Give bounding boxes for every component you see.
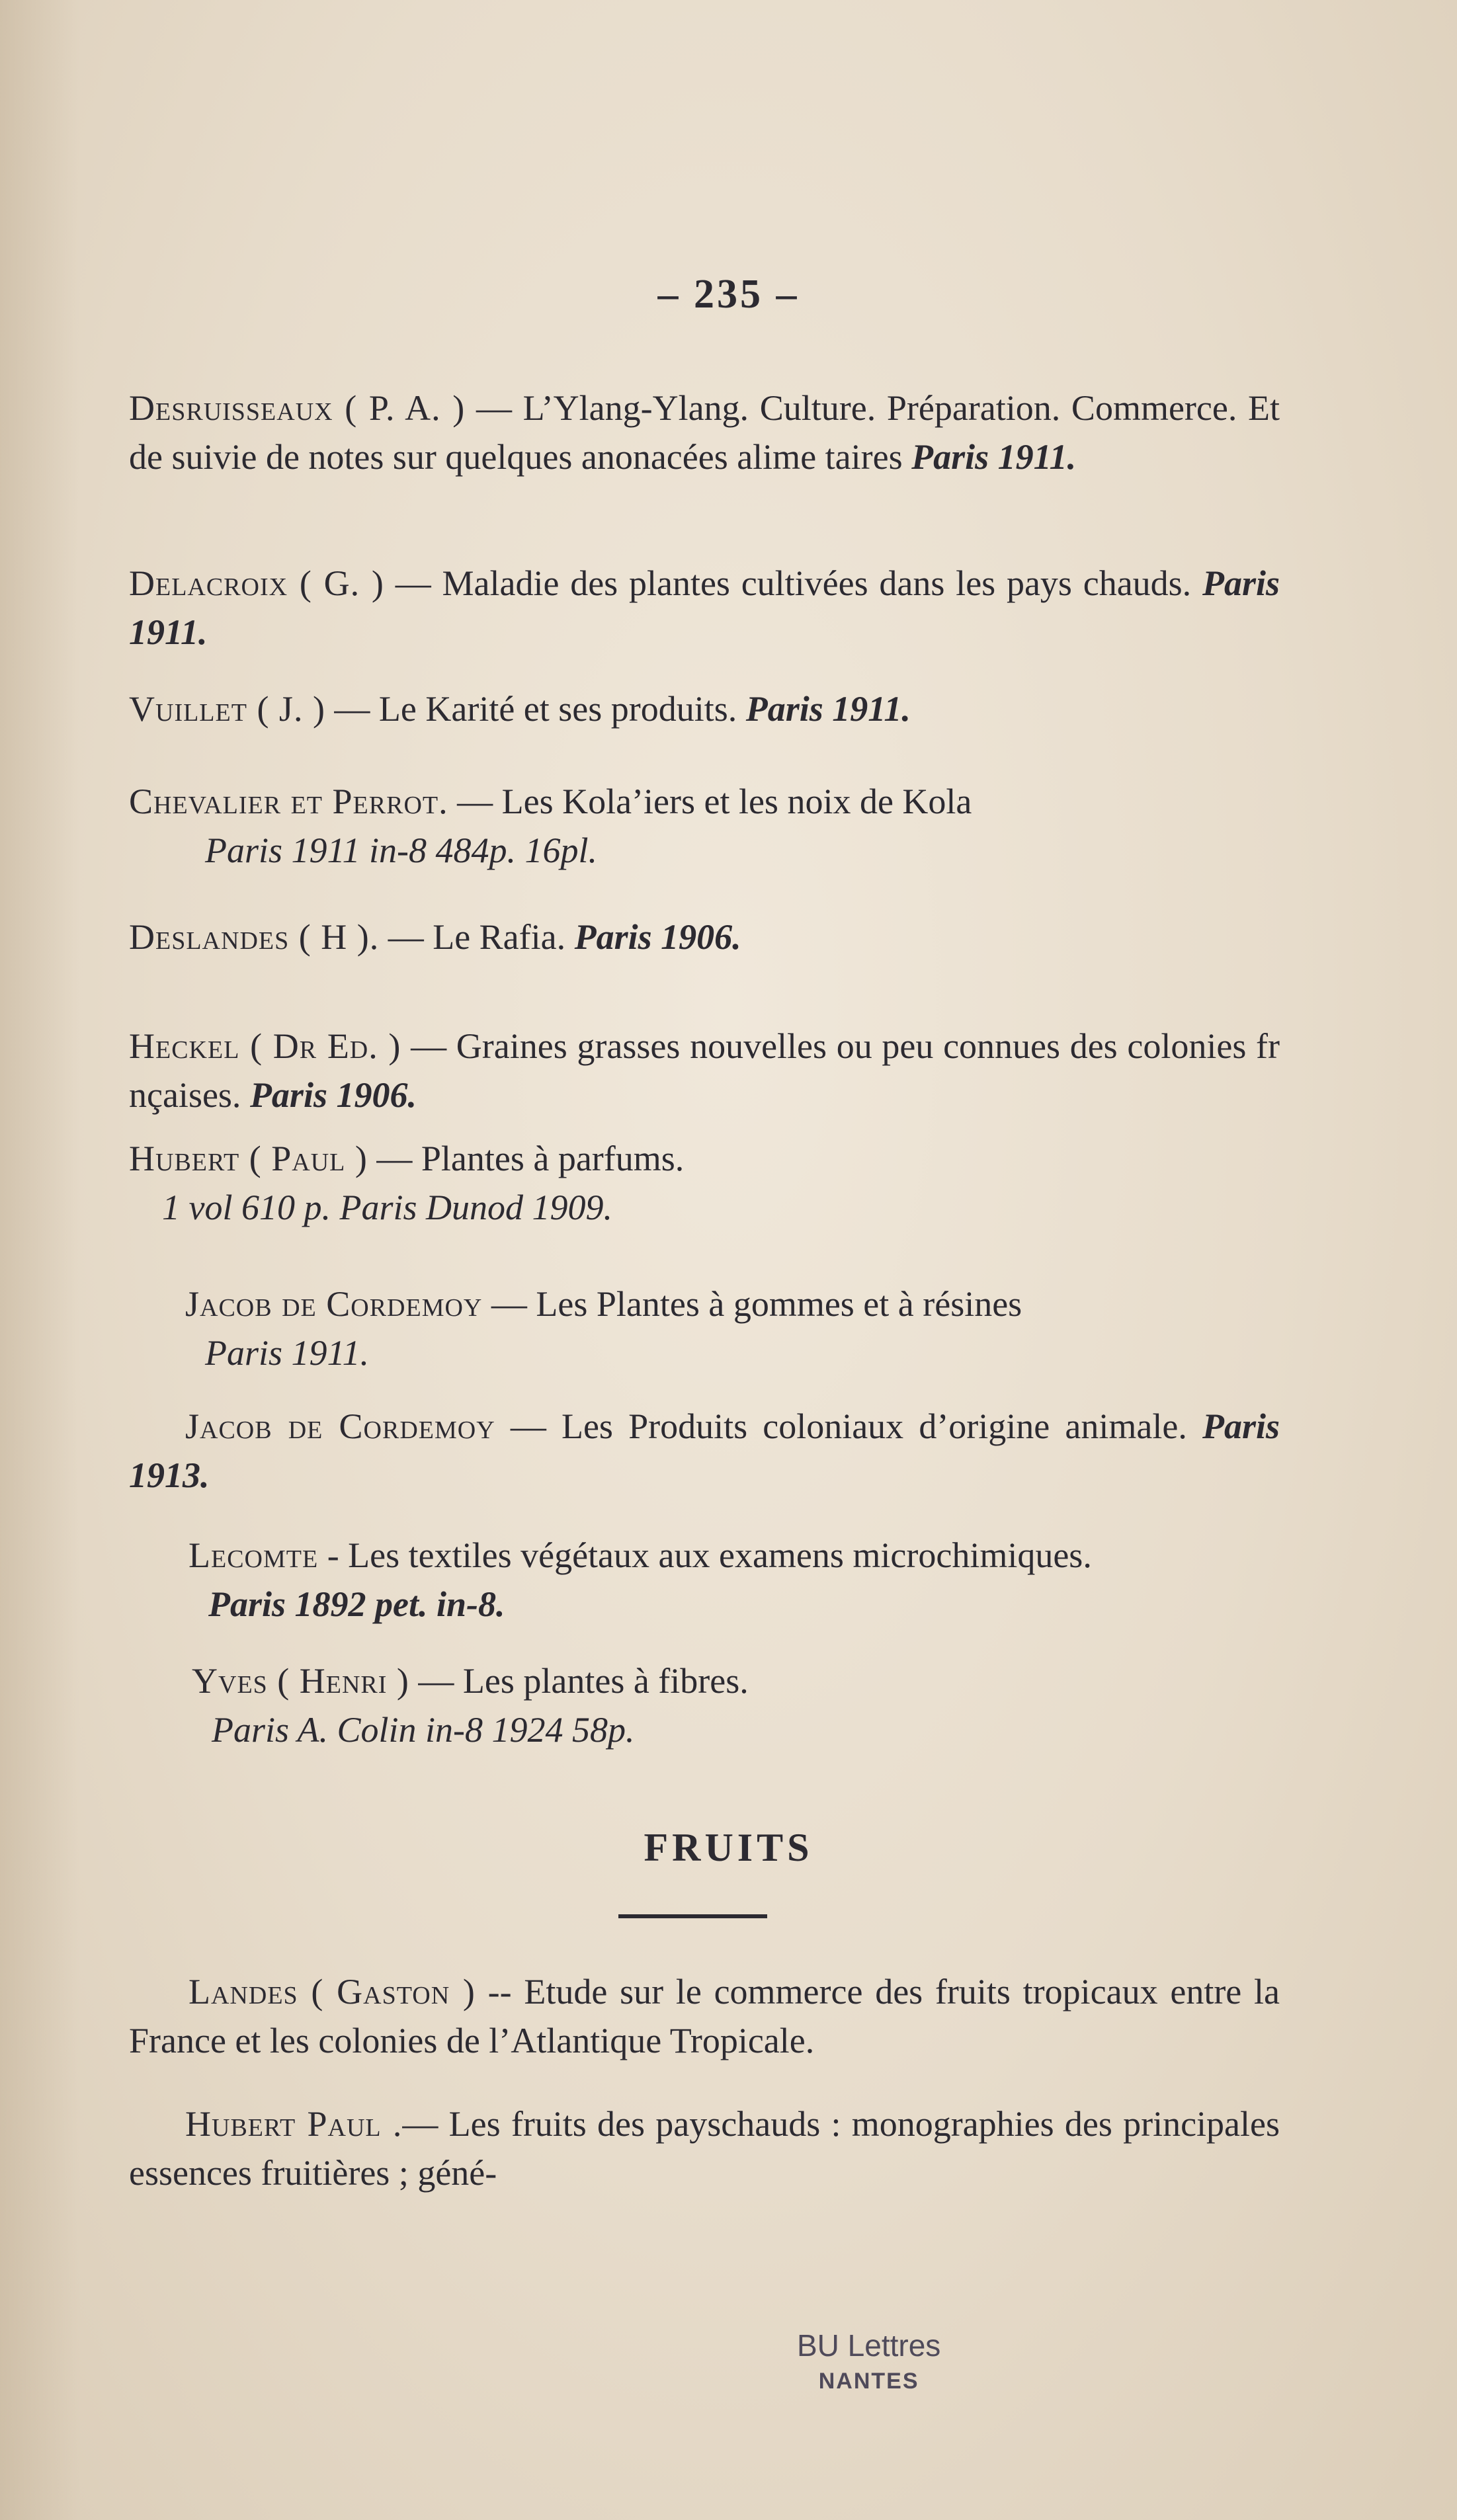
entry-author: Heckel ( Dr Ed. ): [129, 1026, 401, 1066]
bibliography-entry: [129, 1022, 1280, 1119]
entry-author: Chevalier et Perrot.: [129, 782, 448, 821]
bibliography-entry: [129, 1280, 1280, 1377]
entry-text: — Les fruits des payschauds : monographies des principales essences fruitières ; géné-: [129, 2104, 1280, 2193]
entry-place-year: Paris 1911.: [129, 563, 1280, 652]
entry-text: — Les plantes à fibres.: [409, 1661, 749, 1701]
section-title: FRUITS: [644, 1826, 813, 1869]
entry-author: Jacob de Cordemoy: [185, 1284, 483, 1324]
entry-publication-line: 1 vol 610 p. Paris Dunod 1909.: [162, 1188, 612, 1227]
library-stamp: [797, 2328, 940, 2399]
entry-author: Jacob de Cordemoy: [185, 1406, 495, 1446]
entry-author: Yves ( Henri ): [192, 1661, 409, 1701]
stamp-line: NANTES: [818, 2369, 919, 2394]
entry-text: — Plantes à parfums.: [367, 1139, 685, 1178]
bibliography-entry: [188, 1531, 1280, 1629]
entry-publication-line: Paris A. Colin in-8 1924 58p.: [212, 1710, 635, 1750]
page-edge-shadow: [0, 0, 79, 2520]
entry-publication-line: Paris 1911.: [205, 1333, 370, 1373]
entry-text: — Le Karité et ses produits.: [325, 689, 746, 729]
entry-author: Lecomte: [188, 1535, 319, 1575]
entry-text: -- Etude sur le commerce des fruits tropicaux entre la France et les colonies de l’Atlantique Tropicale.: [129, 1972, 1280, 2060]
entry-text: — Les Plantes à gommes et à résines: [482, 1284, 1022, 1324]
section-divider: [618, 1914, 767, 1918]
bibliography-entry: [129, 2099, 1280, 2197]
entry-text: — Maladie des plantes cultivées dans les pays chauds.: [384, 563, 1202, 603]
entry-place-year: Paris 1906.: [574, 917, 741, 957]
entry-author: Vuillet ( J. ): [129, 689, 325, 729]
bibliography-entry: [129, 777, 1280, 875]
entry-place-year: Paris 1911.: [911, 437, 1077, 477]
entry-publication-line: Paris 1911 in-8 484p. 16pl.: [205, 831, 597, 870]
bibliography-entry: [129, 384, 1280, 481]
entry-author: Delacroix ( G. ): [129, 563, 384, 603]
entry-publication-line: Paris 1892 pet. in-8.: [208, 1584, 505, 1624]
entry-text: — Les Kola’iers et les noix de Kola: [448, 782, 972, 821]
entry-text: - Les textiles végétaux aux examens microchimiques.: [318, 1535, 1092, 1575]
page-number: – 235 –: [657, 272, 800, 317]
bibliography-entry: [129, 559, 1280, 657]
entry-author: Hubert ( Paul ): [129, 1139, 368, 1178]
entry-author: Deslandes ( H ).: [129, 917, 380, 957]
bibliography-entry: [129, 913, 1280, 961]
entry-author: Hubert Paul .: [185, 2104, 403, 2144]
entry-text: — Graines grasses nouvelles ou peu connues des colonies fr nçaises.: [129, 1026, 1280, 1115]
bibliography-entry: [129, 1402, 1280, 1500]
bibliography-entry: [129, 1134, 1280, 1232]
entry-text: — Le Rafia.: [379, 917, 575, 957]
bibliography-entry: [192, 1656, 1280, 1754]
entry-author: Desruisseaux ( P. A. ): [129, 388, 466, 428]
entry-text: — Les Produits coloniaux d’origine animale.: [495, 1406, 1202, 1446]
entry-place-year: Paris 1906.: [249, 1075, 417, 1115]
bibliography-entry: [129, 1967, 1280, 2065]
entry-text: — L’Ylang-Ylang. Culture. Préparation. Commerce. Et de suivie de notes sur quelques anonacées alime taires: [129, 388, 1280, 477]
stamp-line: BU Lettres: [797, 2328, 941, 2363]
entry-place-year: Paris 1911.: [745, 689, 911, 729]
entry-place-year: Paris 1913.: [129, 1406, 1280, 1495]
entry-author: Landes ( Gaston ): [188, 1972, 476, 2012]
bibliography-entry: [129, 684, 1280, 733]
